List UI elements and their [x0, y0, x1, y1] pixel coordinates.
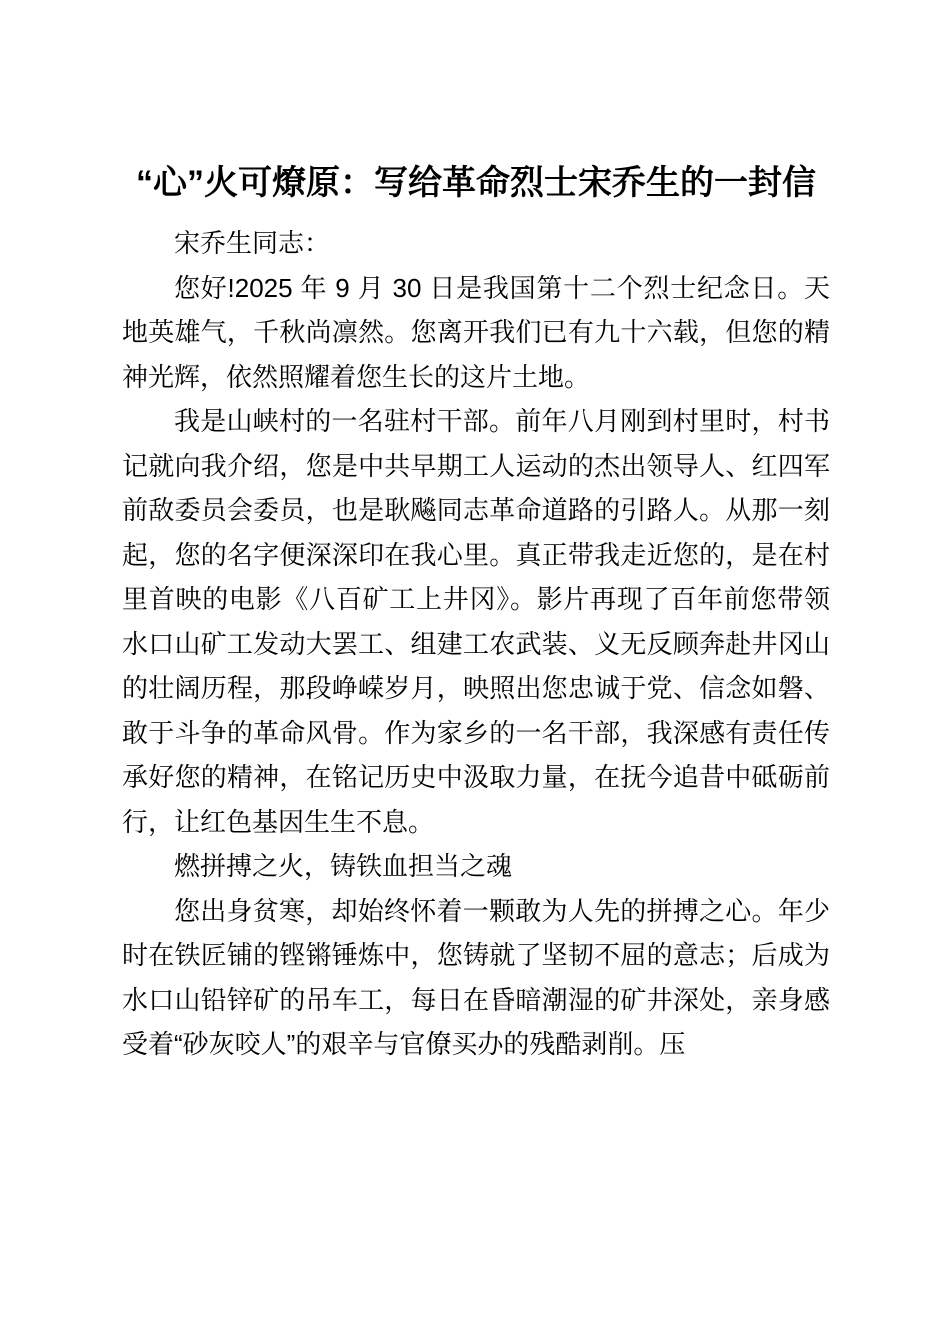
body-paragraph: 您好!2025 年 9 月 30 日是我国第十二个烈士纪念日。天地英雄气，千秋尚凛然。您离开我们已有九十六载，但您的精神光辉，依然照耀着您生长的这片土地。	[122, 272, 830, 392]
section-heading-paragraph: 燃拼搏之火，铸铁血担当之魂	[174, 851, 513, 881]
document-title: “心”火可燎原：写给革命烈士宋乔生的一封信	[136, 164, 816, 202]
salutation-paragraph: 宋乔生同志：	[174, 228, 331, 258]
body-paragraph: 您出身贫寒，却始终怀着一颗敢为人先的拼搏之心。年少时在铁匠铺的铿锵锤炼中，您铸就了坚韧不屈的意志；后成为水口山铅锌矿的吊车工，每日在昏暗潮湿的矿井深处，亲身感受着“砂灰咬人”的艰辛与官僚买办的残酷剥削。压	[122, 895, 830, 1059]
body-paragraph: 我是山峡村的一名驻村干部。前年八月刚到村里时，村书记就向我介绍，您是中共早期工人运动的杰出领导人、红四军前敌委员会委员，也是耿飚同志革命道路的引路人。从那一刻起，您的名字便深深印在我心里。真正带我走近您的，是在村里首映的电影《八百矿工上井冈》。影片再现了百年前您带领水口山矿工发动大罢工、组建工农武装、义无反顾奔赴井冈山的壮阔历程，那段峥嵘岁月，映照出您忠诚于党、信念如磐、敢于斗争的革命风骨。作为家乡的一名干部，我深感有责任传承好您的精神，在铭记历史中汲取力量，在抚今追昔中砥砺前行，让红色基因生生不息。	[122, 406, 830, 837]
